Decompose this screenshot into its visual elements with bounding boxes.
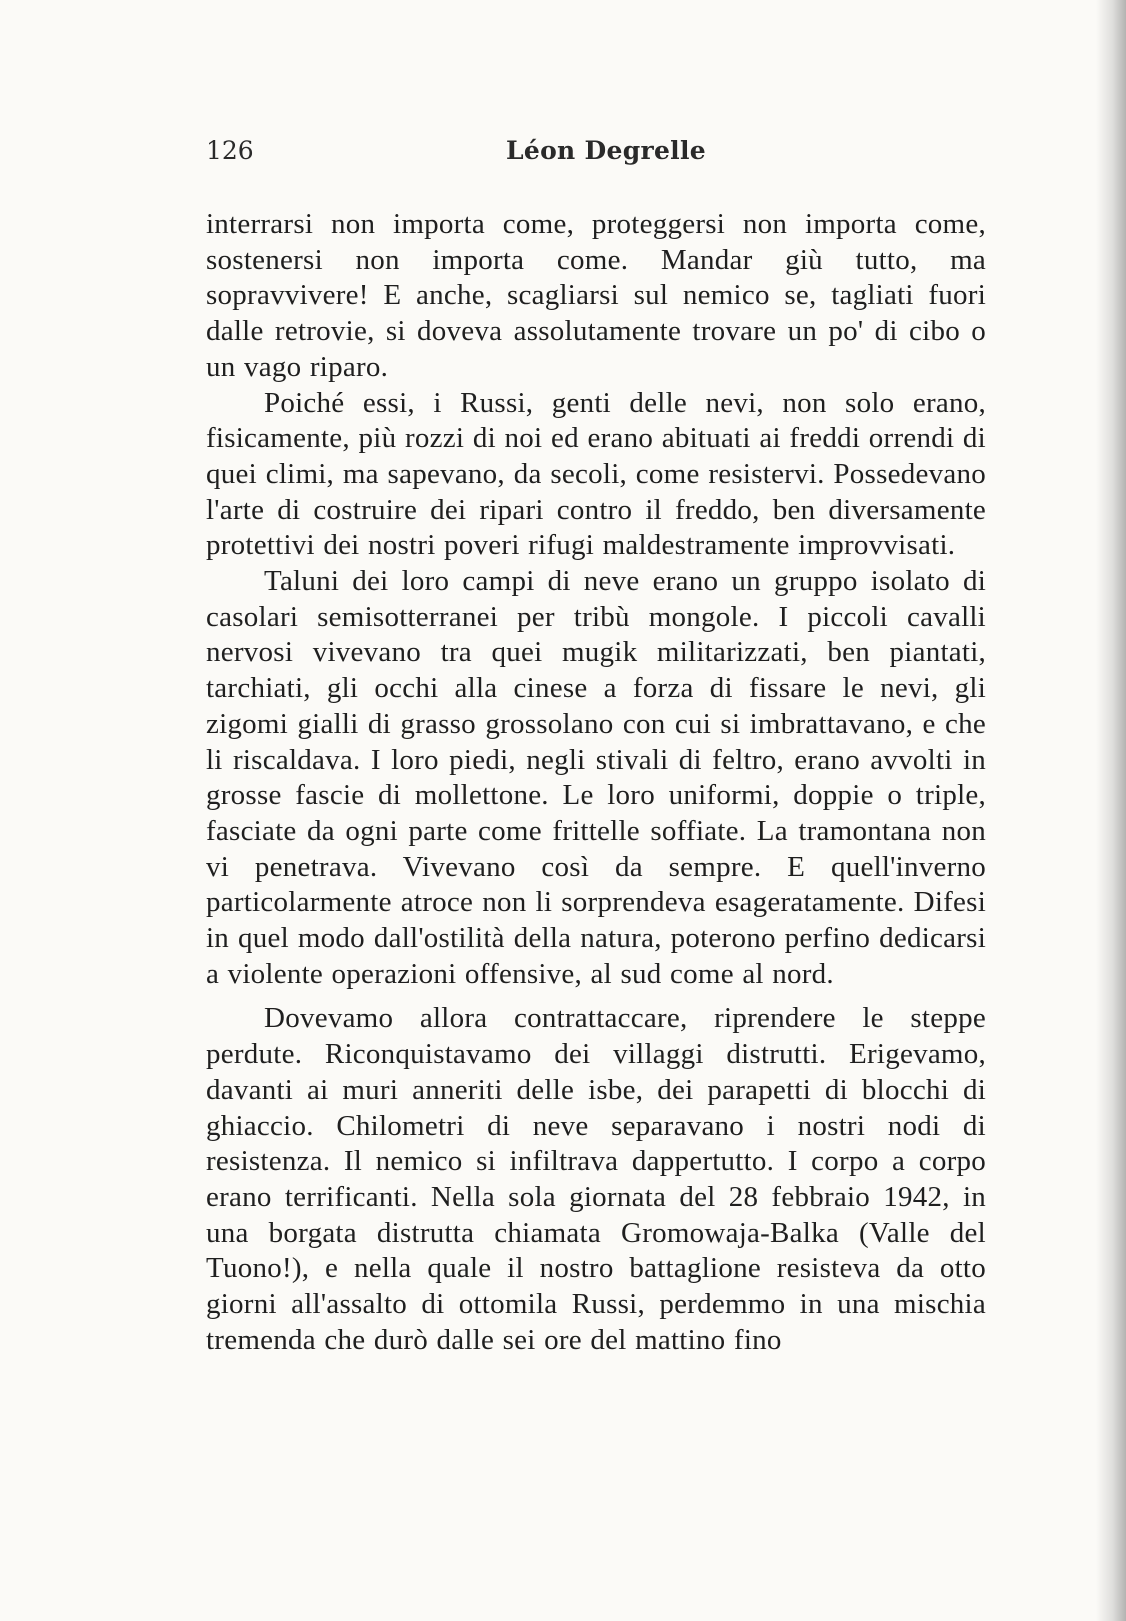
page-edge-shadow xyxy=(1096,0,1126,1621)
paragraph-1: interrarsi non importa come, proteggersi non importa come, sostenersi non importa come. Mandar giù tutto, ma sopravvivere! E anche, scagliarsi sul nemico se, tagliati fuori dalle retrovie, si doveva assolutamente trovare un po' di cibo o un vago riparo. xyxy=(206,208,986,383)
running-head: Léon Degrelle xyxy=(506,136,706,165)
paragraph-4: Dovevamo allora contrattaccare, riprendere le steppe perdute. Riconquistavamo dei villaggi distrutti. Erigevamo, davanti ai muri anneriti delle isbe, dei parapetti di blocchi di ghiaccio. Chilometri di neve separavano i nostri nodi di resistenza. Il nemico si infiltrava dappertutto. I corpo a corpo erano terrificanti. Nella sola giornata del 28 febbraio 1942, in una borgata distrutta chiamata Gromowaja-Balka (Valle del Tuono!), e nella quale il nostro battaglione resisteva da otto giorni all'assalto di ottomila Russi, perdemmo in una mischia tremenda che durò dalle sei ore del mattino fino xyxy=(206,1002,986,1356)
body-text xyxy=(206,207,986,1359)
page-number: 126 xyxy=(206,136,254,165)
paragraph-3: Taluni dei loro campi di neve erano un gruppo isolato di casolari semisotterranei per tribù mongole. I piccoli cavalli nervosi vivevano tra quei mugik militarizzati, ben piantati, tarchiati, gli occhi alla cinese a forza di fissare le nevi, gli zigomi gialli di grasso grossolano con cui si imbrattavano, e che li riscaldava. I loro piedi, negli stivali di feltro, erano avvolti in grosse fascie di mollettone. Le loro uniformi, doppie o triple, fasciate da ogni parte come frittelle soffiate. La tramontana non vi penetrava. Vivevano così da sempre. E quell'inverno particolarmente atroce non li sorprendeva esageratamente. Difesi in quel modo dall'ostilità della natura, poterono perfino dedicarsi a violente operazioni offensive, al sud come al nord. xyxy=(206,565,986,990)
page-header xyxy=(206,136,986,176)
paragraph-2: Poiché essi, i Russi, genti delle nevi, non solo erano, fisicamente, più rozzi di noi ed erano abituati ai freddi orrendi di quei climi, ma sapevano, da secoli, come resistervi. Possedevano l'arte di costruire dei ripari contro il freddo, ben diversamente protettivi dei nostri poveri rifugi maldestramente improvvisati. xyxy=(206,386,986,562)
